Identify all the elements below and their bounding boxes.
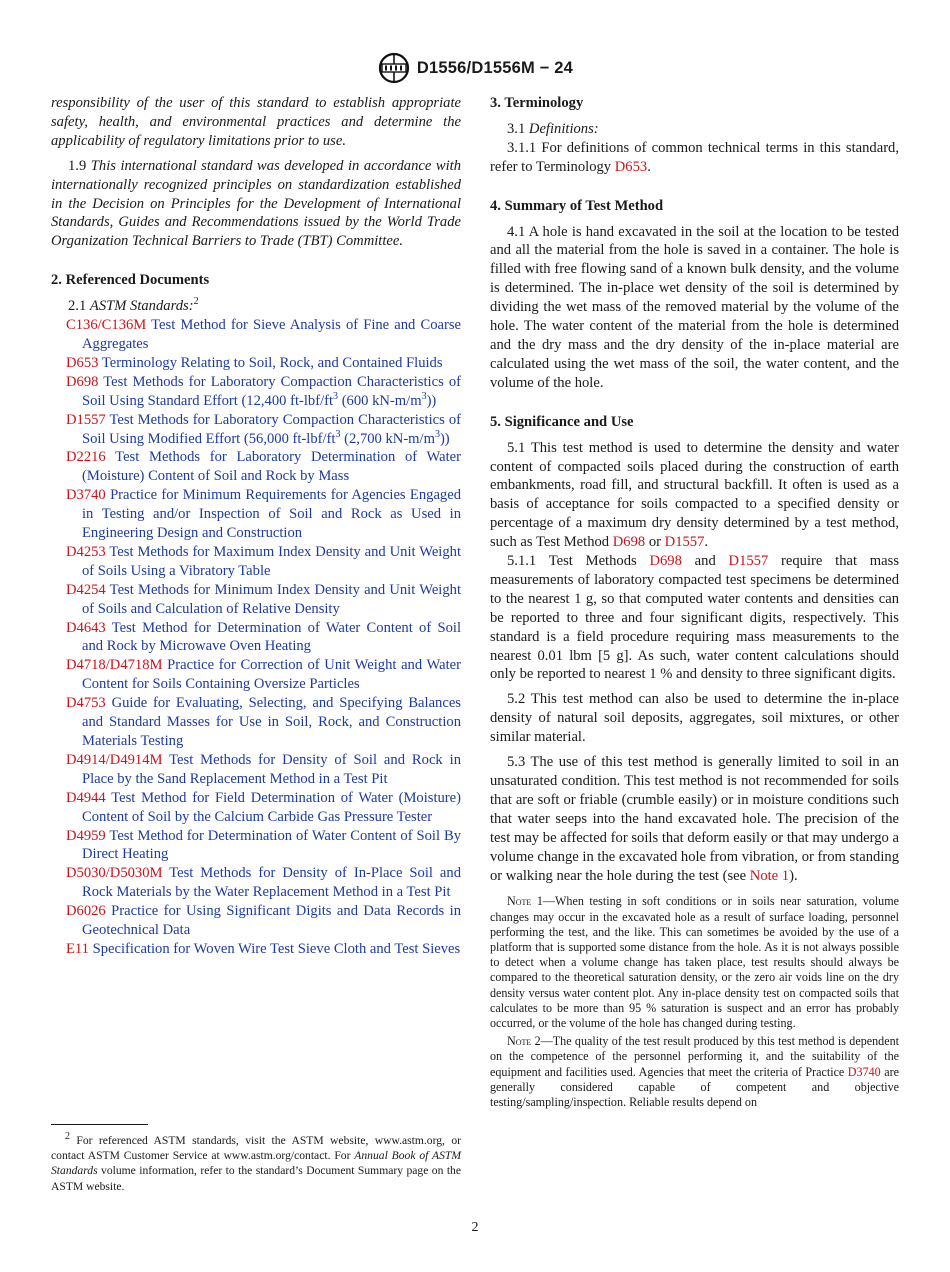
reference-item [51,486,461,543]
superscript: 3 [421,390,427,402]
superscript: 3 [335,428,341,440]
reference-item [51,581,461,619]
paragraph-4-1: 4.1 A hole is hand excavated in the soil at the location to be tested and all the material from the hole is saved in a container. The hole is filled with free flowing sand of a known bulk density, and the volume is determined. The in-place wet density of the soil is determined by dividing the wet mass of the removed material by the volume of the hole. The water content of the material from the hole is determined and the dry mass and the dry density of the in-place material are calculated using the wet mass of the soil, the water content, and the volume of the hole. [490,223,899,391]
reference-item [51,354,461,373]
footnote-divider [51,1124,148,1125]
paragraph-text: 3.1.1 For definitions of common technical terms in this standard, refer to Terminology [490,139,899,175]
section-heading-summary: 4. Summary of Test Method [490,197,664,214]
superscript: 3 [434,428,440,440]
reference-title-text: Test Methods for Laboratory Compaction Characteristics of Soil Using Modified Effort (56,000 ft-lbf/ft [82,411,461,447]
d698-link[interactable]: D698 [612,534,646,551]
reference-code-link[interactable]: D653 [66,354,99,371]
d698-link[interactable]: D698 [649,553,682,570]
paragraph-5-1-1 [490,552,899,684]
reference-item [51,543,461,581]
reference-code-link[interactable]: D4914/D4914M [66,751,163,768]
paragraph-text: 5.1 This test method is used to determine the density and water content of compacted soils placed during the construction of earth embankments, road fill, and structural backfill. It often is used as a basis of acceptance for soils compacted to a specified density or percentage of a maximum dry density determined by a test method, such as Test Method [490,439,899,551]
note-2 [490,1034,899,1110]
paragraph-text: 5.1.1 Test Methods [507,553,650,570]
d3740-link[interactable]: D3740 [847,1064,881,1079]
reference-code-link[interactable]: D4718/D4718M [66,657,163,674]
definitions-label: Definitions: [528,120,599,137]
paragraph-number: 1.9 [68,157,87,174]
punctuation: . [704,534,709,551]
intro-paragraph: responsibility of the user of this standard to establish appropriate safety, health, and environmental practices and determine the applicability of regulatory limitations prior to use. [51,95,461,149]
reference-code-link[interactable]: E11 [66,940,89,957]
reference-title-text: Test Methods for Laboratory Compaction Characteristics of Soil Using Standard Effort (12,400 ft-lbf/ft [82,373,461,409]
footnote-text: volume information, refer to the standard’s Document Summary page on the ASTM website. [51,1164,461,1193]
reference-title-link[interactable]: Practice for Correction of Unit Weight and Water Content for Soils Containing Oversize Particles [82,657,461,693]
paragraph-5-2: 5.2 This test method can also be used to determine the in-place density of natural soil deposits, aggregates, soil mixtures, or other similar material. [490,691,899,746]
reference-item [51,751,461,789]
paragraph-text: or [645,534,665,551]
paragraph-text: require that mass measurements of laboratory compacted test specimens be determined to the nearest 1 g, so that computed water contents and densities can be reported to three and four significant digits, respectively. This standard is a field procedure requiring mass measurements to the nearest 0.01 lbm [5 g]. As such, water content calculations should only be reported to nearest 1 % and density to three significant digits. [490,553,899,683]
note-1 [490,894,899,1031]
page-number: 2 [471,1220,479,1235]
reference-title-link[interactable]: Test Method for Field Determination of Water (Moisture) Content of Soil by the Calcium Carbide Gas Pressure Tester [82,789,461,825]
reference-title-link[interactable]: Test Methods for Density of Soil and Rock in Place by the Sand Replacement Method in a Test Pit [82,751,461,787]
astm-logo-icon [377,52,411,84]
paragraph-5-3 [490,753,899,885]
reference-code-link[interactable]: D4254 [66,581,106,598]
reference-code-link[interactable]: D4753 [66,695,106,712]
reference-title-link[interactable]: Practice for Minimum Requirements for Agencies Engaged in Testing and/or Inspection of Soil and Rock as Used in Engineering Design and Construction [82,487,461,542]
section-heading-terminology: 3. Terminology [490,95,584,111]
reference-title-link[interactable]: Specification for Woven Wire Test Sieve Cloth and Test Sieves [92,940,461,957]
left-column [51,94,461,959]
footnote-ref[interactable]: 2 [193,296,199,308]
reference-title-link[interactable] [82,374,461,409]
astm-standards-label: ASTM Standards: [89,298,194,315]
reference-code-link[interactable]: D698 [66,373,99,390]
footnote-text: For referenced ASTM standards, visit the ASTM website, www.astm.org, or contact ASTM Customer Service at www.astm.org/contact. For [51,1134,461,1163]
reference-title-text: )) [426,392,437,409]
reference-title-link[interactable]: Test Methods for Minimum Index Density and Unit Weight of Soils and Calculation of Relative Density [82,581,461,617]
note-1-link[interactable]: Note 1 [749,867,790,884]
reference-item [51,411,461,449]
reference-item [51,316,461,354]
section-heading-significance: 5. Significance and Use [490,413,634,430]
reference-item [51,373,461,411]
reference-title-link[interactable]: Practice for Using Significant Digits and Data Records in Geotechnical Data [82,903,461,939]
reference-item [51,789,461,827]
note-text: 1—When testing in soft conditions or in soils near saturation, volume changes may occur in the excavated hole as a result of surface loading, personnel performing the test, and the like. This can sometimes be avoided by the use of a platform that is supported some distance from the hole. As it is not always possible to detect when a volume change has taken place, test results should always be compared to the theoretical saturation density, or the zero air voids line on the dry density versus water content plot. Any in-place density test on compacted soils that calculates to be more than 95 % saturation is suspect and an error has probably occurred, or the volume of the hole has changed during testing. [490,894,899,1031]
reference-code-link[interactable]: D6026 [66,903,106,920]
paragraph-text: and [681,553,729,570]
reference-title-text: (600 kN-m/m [338,392,422,409]
reference-item [51,864,461,902]
note-label: Note [507,894,532,909]
reference-code-link[interactable]: D3740 [66,487,106,504]
reference-code-link[interactable]: D1557 [66,411,106,428]
paragraph-5-1 [490,439,899,552]
reference-code-link[interactable]: D5030/D5030M [66,865,163,882]
reference-title-link[interactable] [82,412,461,447]
reference-code-link[interactable]: D4253 [66,543,106,560]
paragraph-number: 3.1 [507,120,526,137]
paragraph-1-9 [51,157,461,252]
reference-item [51,902,461,940]
reference-title-link[interactable]: Test Method for Determination of Water Content of Soil By Direct Heating [82,827,461,863]
paragraph-number: 2.1 [68,298,87,315]
reference-code-link[interactable]: D4643 [66,619,106,636]
reference-code-link[interactable]: D2216 [66,449,106,466]
reference-title-link[interactable]: Guide for Evaluating, Selecting, and Specifying Balances and Standard Masses for Use in Soil, Rock, and Construction Materials Testing [82,695,461,749]
reference-title-link[interactable]: Test Methods for Density of In-Place Soil and Rock Materials by the Water Replacement Method in a Test Pit [82,865,461,901]
paragraph-text: 5.3 The use of this test method is generally limited to soil in an unsaturated condition. This test method is not recommended for soils that are soft or friable (crumble easily) or in moisture conditions such that water seeps into the hand excavated hole. The precision of the test may be affected for soils that deform easily or that may undergo a volume change in the excavated hole from vibration, or from standing or walking near the hole during the test (see [490,754,899,884]
reference-code-link[interactable]: D4944 [66,789,106,806]
right-column [490,94,899,1110]
footnote-italic-text: Annual Book of ASTM Standards [51,1149,461,1178]
document-designation: D1556/D1556M − 24 [416,58,574,77]
reference-list [51,316,461,959]
d653-link[interactable]: D653 [614,158,648,175]
reference-item [51,448,461,486]
reference-title-link[interactable]: Test Methods for Maximum Index Density and Unit Weight of Soils Using a Vibratory Table [82,543,462,579]
note-text: are generally considered capable of competent and objective testing/sampling/inspection. Reliable results depend on [490,1064,899,1110]
paragraph-2-1 [51,297,461,316]
reference-title-link[interactable]: Test Method for Sieve Analysis of Fine and Coarse Aggregates [82,317,461,352]
note-text: 2—The quality of the test result produced by this test method is dependent on the competence of the personnel performing it, and the suitability of the equipment and facilities used. Agencies that meet the criteria of Practice [490,1034,899,1079]
punctuation: . [647,158,651,175]
superscript: 3 [333,390,339,402]
reference-title-link[interactable]: Terminology Relating to Soil, Rock, and Contained Fluids [101,354,443,371]
reference-item [51,827,461,865]
reference-title-text: (2,700 kN-m/m [340,430,435,447]
d1557-link[interactable]: D1557 [664,534,705,551]
d1557-link[interactable]: D1557 [728,553,769,570]
page-header [0,52,950,89]
section-heading-referenced-documents: 2. Referenced Documents [51,272,210,289]
note-label: Note [507,1034,532,1049]
reference-title-text: )) [439,430,450,447]
reference-item [51,694,461,751]
reference-title-link[interactable]: Test Methods for Laboratory Determination of Water (Moisture) Content of Soil and Rock by Mass [82,449,461,485]
punctuation: ). [789,867,798,884]
reference-code-link[interactable]: C136/C136M [66,317,147,334]
reference-item [51,656,461,694]
paragraph-text: This international standard was developed in accordance with internationally recognized principles on standardization established in the Decision on Principles for the Development of International Standards, Guides and Recommendations issued by the World Trade Organization Technical Barriers to Trade (TBT) Committee. [51,157,462,250]
reference-item [51,619,461,657]
footnote [51,1133,461,1194]
reference-code-link[interactable]: D4959 [66,827,106,844]
paragraph-3-1-1 [490,139,899,177]
footnote-number: 2 [65,1131,70,1143]
paragraph-3-1 [490,120,899,139]
reference-item [51,940,461,959]
reference-title-link[interactable]: Test Method for Determination of Water Content of Soil and Rock by Microwave Oven Heating [82,619,461,655]
